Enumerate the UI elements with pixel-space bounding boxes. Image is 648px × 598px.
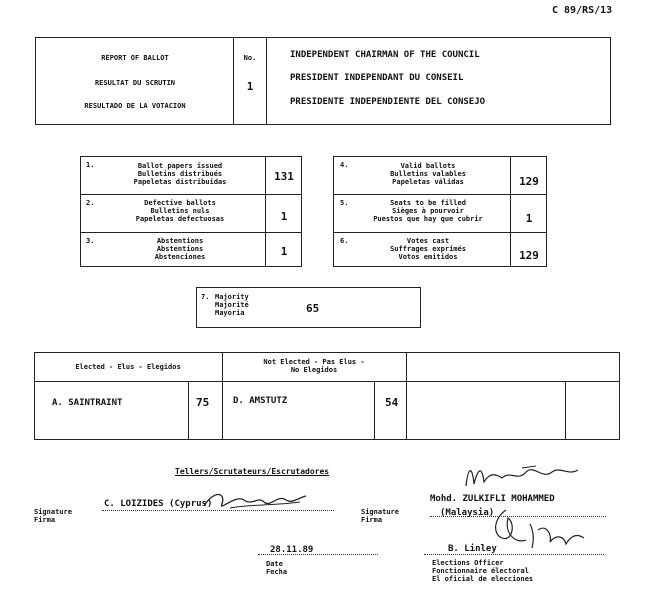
stat-num: 4. — [340, 161, 349, 169]
results-votes-sep-3 — [565, 381, 566, 440]
fecha-label: Fecha — [266, 568, 288, 576]
position-title-fr: PRESIDENT INDEPENDANT DU CONSEIL — [290, 73, 464, 83]
elected-header: Elected - Elus - Elegidos — [75, 363, 181, 371]
date-label: Date — [266, 560, 283, 568]
stat-label-es: Papeletas distribuidas — [133, 178, 227, 186]
stat-label-fr: Suffrages exprimés — [390, 245, 466, 253]
stats-right-row-sep-2 — [333, 232, 547, 233]
stat-value: 129 — [519, 249, 539, 262]
stat-num: 6. — [340, 237, 349, 245]
report-title-en: REPORT OF BALLOT — [101, 54, 169, 62]
date-value: 28.11.89 — [270, 545, 314, 555]
officer-title-es: El oficial de elecciones — [432, 575, 534, 583]
not-elected-header-2: No Elegidos — [290, 366, 338, 374]
stat-num: 1. — [86, 161, 95, 169]
signature-label: Signature — [34, 508, 72, 516]
report-title-es: RESULTADO DE LA VOTACION — [84, 102, 186, 110]
officer-title-fr: Fonctionnaire électoral — [432, 567, 529, 575]
position-title-en: INDEPENDENT CHAIRMAN OF THE COUNCIL — [290, 50, 480, 60]
majority-label-en: Majority — [215, 293, 249, 301]
results-col-sep-1 — [222, 352, 223, 440]
stat-label-en: Ballot papers issued — [137, 162, 223, 170]
handwritten-signature-right — [462, 458, 582, 494]
majority-num: 7. — [201, 293, 210, 301]
firma-label: Firma — [34, 516, 56, 524]
report-title-fr: RESULTAT DU SCRUTIN — [94, 79, 176, 87]
elected-candidate-votes: 75 — [196, 396, 210, 409]
firma-label-right: Firma — [361, 516, 383, 524]
number-label: No. — [243, 54, 257, 62]
results-votes-sep-2 — [374, 381, 375, 440]
teller-right-name: Mohd. ZULKIFLI MOHAMMED — [430, 494, 555, 504]
stat-label-en: Abstentions — [156, 237, 204, 245]
stat-num: 3. — [86, 237, 95, 245]
handwritten-signature-left — [200, 486, 310, 514]
stat-label-es: Papeletas defectuosas — [135, 215, 225, 223]
signature-label-right: Signature — [361, 508, 399, 516]
stats-left-row-sep-2 — [80, 232, 302, 233]
stats-left-row-sep-1 — [80, 194, 302, 195]
stat-label-fr: Bulletins nuls — [150, 207, 210, 215]
stat-label-fr: Bulletins distribués — [137, 170, 223, 178]
stat-label-en: Defective ballots — [144, 199, 216, 207]
stat-value: 1 — [280, 245, 288, 258]
stat-label-es: Votos emitidos — [398, 253, 458, 261]
document-reference: C 89/RS/13 — [552, 5, 613, 16]
handwritten-signature-officer — [486, 504, 586, 554]
stat-label-en: Valid ballots — [400, 162, 456, 170]
teller-left-name: C. LOIZIDES (Cyprus) — [104, 499, 213, 509]
teller-right-country: (Malaysia) — [440, 508, 495, 518]
stat-label-en: Votes cast — [406, 237, 450, 245]
stat-num: 5. — [340, 199, 349, 207]
stat-value: 131 — [274, 170, 294, 183]
position-title-es: PRESIDENTE INDEPENDIENTE DEL CONSEJO — [290, 97, 486, 107]
majority-value: 65 — [306, 302, 320, 315]
officer-title-en: Elections Officer — [432, 559, 504, 567]
results-votes-sep-1 — [188, 381, 189, 440]
stat-label-fr: Sièges à pourvoir — [392, 207, 464, 215]
stat-label-fr: Bulletins valables — [390, 170, 466, 178]
not-elected-candidate-name: D. AMSTUTZ — [233, 396, 288, 406]
stat-label-en: Seats to be filled — [390, 199, 466, 207]
tellers-label: Tellers/Scrutateurs/Escrutadores — [175, 467, 330, 476]
stat-label-es: Abstenciones — [154, 253, 206, 261]
stat-value: 1 — [525, 212, 533, 225]
header-divider-2 — [266, 37, 267, 125]
date-line — [258, 552, 378, 555]
stat-label-fr: Abstentions — [156, 245, 204, 253]
majority-label-es: Mayoria — [215, 309, 245, 317]
majority-label-fr: Majorité — [215, 301, 249, 309]
stat-value: 1 — [280, 210, 288, 223]
not-elected-candidate-votes: 54 — [385, 396, 399, 409]
not-elected-header-1: Not Elected - Pas Elus - — [263, 358, 365, 366]
stat-label-es: Papeletas válidas — [392, 178, 464, 186]
stat-value: 129 — [519, 175, 539, 188]
elected-candidate-name: A. SAINTRAINT — [52, 398, 123, 408]
stats-right-row-sep-1 — [333, 194, 547, 195]
ballot-number: 1 — [246, 80, 254, 93]
stat-num: 2. — [86, 199, 95, 207]
officer-name: B. Linley — [448, 544, 497, 554]
results-header-sep — [34, 381, 620, 382]
officer-line — [424, 552, 604, 555]
stat-label-es: Puestos que hay que cubrir — [373, 215, 483, 223]
results-col-sep-2 — [406, 352, 407, 440]
